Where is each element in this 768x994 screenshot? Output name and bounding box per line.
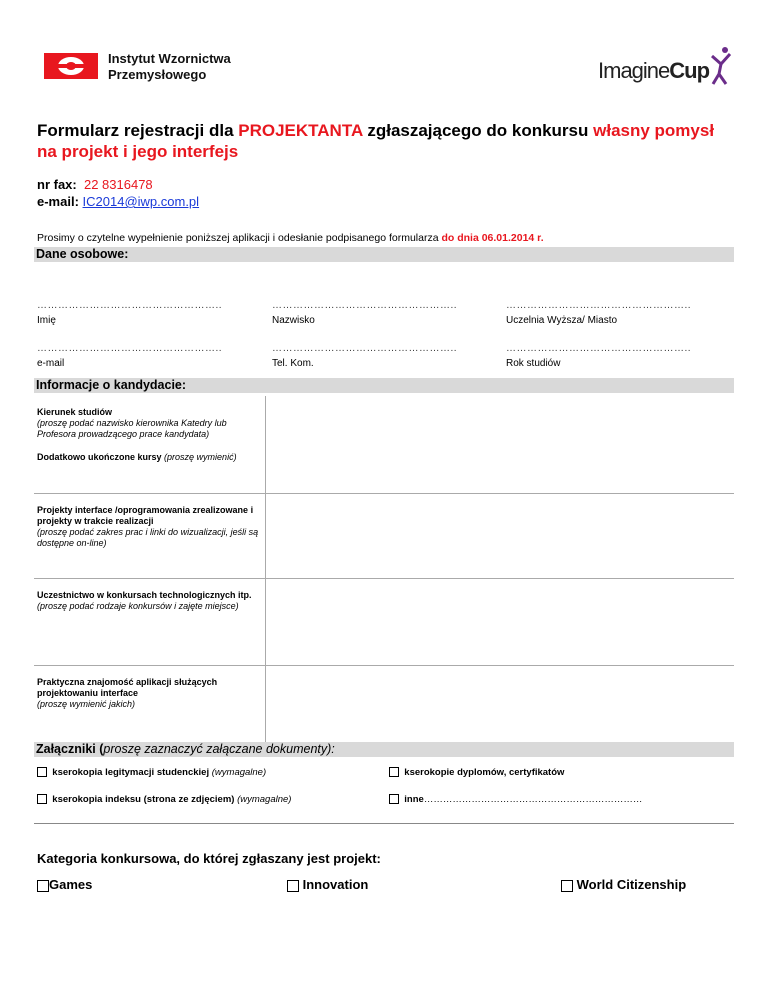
divider	[34, 823, 734, 824]
university-label: Uczelnia Wyższa/ Miasto	[506, 315, 618, 326]
candidate-section-header: Informacje o kandydacie:	[34, 378, 734, 393]
university-input[interactable]: ……………………………………………..	[506, 300, 692, 311]
checkbox[interactable]	[389, 767, 399, 777]
candidate-row-field-of-study: Kierunek studiów (proszę podać nazwisko kierownika Katedry lub Profesora prowadzącego prace kandydata)	[37, 407, 227, 439]
email-label: e-mail:	[37, 194, 79, 209]
first-name-label: Imię	[37, 315, 56, 326]
field-of-study-answer[interactable]	[268, 398, 732, 490]
category-title: Kategoria konkursowa, do której zgłaszany jest projekt:	[37, 851, 381, 866]
org-name-line1: Instytut Wzornictwa	[108, 51, 231, 66]
attachment-item: kserokopia legitymacji studenckiej (wymagalne)	[37, 767, 266, 778]
fax-label: nr fax:	[37, 177, 77, 192]
checkbox[interactable]	[561, 880, 573, 892]
attachments-section-header: Załączniki (proszę zaznaczyć załączane dokumenty):	[34, 742, 734, 757]
category-option-innovation[interactable]: Innovation	[287, 877, 368, 892]
candidate-row-projects: Projekty interface /oprogramowania zrealizowane i projekty w trakcie realizacji (proszę podać zakres prac i linki do wizualizacji, jeśli są dostępne on-line)	[37, 505, 259, 548]
imaginecup-figure-icon	[710, 46, 732, 86]
form-title: Formularz rejestracji dla PROJEKTANTA zgłaszającego do konkursu własny pomysł na projekt i jego interfejs	[37, 121, 715, 161]
category-option-games[interactable]: Games	[37, 877, 92, 892]
candidate-row-applications: Praktyczna znajomość aplikacji służących projektowaniu interface (proszę wymienić jakich)	[37, 677, 218, 709]
imaginecup-logo	[598, 56, 732, 86]
attachment-item: kserokopia indeksu (strona ze zdjęciem) (wymagalne)	[37, 794, 291, 805]
org-name-line2: Przemysłowego	[108, 67, 207, 82]
attachment-item: inne……………………………………………………………	[389, 794, 642, 805]
org-name	[108, 51, 231, 83]
deadline: do dnia 06.01.2014 r.	[441, 232, 544, 244]
row-divider	[34, 578, 734, 579]
last-name-label: Nazwisko	[272, 315, 315, 326]
candidate-row-competitions: Uczestnictwo w konkursach technologicznych itp. (proszę podać rodzaje konkursów i zajęte miejsce)	[37, 590, 252, 611]
row-divider	[34, 493, 734, 494]
table-divider	[265, 396, 266, 742]
row-divider	[34, 665, 734, 666]
competitions-answer[interactable]	[268, 580, 732, 663]
checkbox[interactable]	[287, 880, 299, 892]
intro-text: Prosimy o czytelne wypełnienie poniższej aplikacji i odesłanie podpisanego formularza do dnia 06.01.2014 r.	[37, 232, 544, 244]
contact-block	[37, 176, 199, 210]
first-name-input[interactable]: ……………………………………………..	[37, 300, 223, 311]
attachment-item: kserokopie dyplomów, certyfikatów	[389, 767, 564, 778]
fax-value: 22 8316478	[83, 177, 153, 192]
imaginecup-logo-text: ImagineCup	[598, 58, 710, 83]
personal-section-header: Dane osobowe:	[34, 247, 734, 262]
checkbox[interactable]	[389, 794, 399, 804]
email-link[interactable]: IC2014@iwp.com.pl	[82, 194, 200, 209]
applications-answer[interactable]	[268, 667, 732, 740]
category-option-world-citizenship[interactable]: World Citizenship	[561, 877, 686, 892]
projects-answer[interactable]	[268, 495, 732, 576]
phone-input[interactable]: ……………………………………………..	[272, 343, 458, 354]
checkbox[interactable]	[37, 880, 49, 892]
iwp-logo-icon	[44, 53, 98, 79]
email-input[interactable]: ……………………………………………..	[37, 343, 223, 354]
last-name-input[interactable]: ……………………………………………..	[272, 300, 458, 311]
checkbox[interactable]	[37, 767, 47, 777]
checkbox[interactable]	[37, 794, 47, 804]
study-year-label: Rok studiów	[506, 358, 561, 369]
candidate-row-courses: Dodatkowo ukończone kursy (proszę wymienić)	[37, 452, 237, 462]
phone-label: Tel. Kom.	[272, 358, 314, 369]
study-year-input[interactable]: ……………………………………………..	[506, 343, 692, 354]
email-field-label: e-mail	[37, 358, 65, 369]
